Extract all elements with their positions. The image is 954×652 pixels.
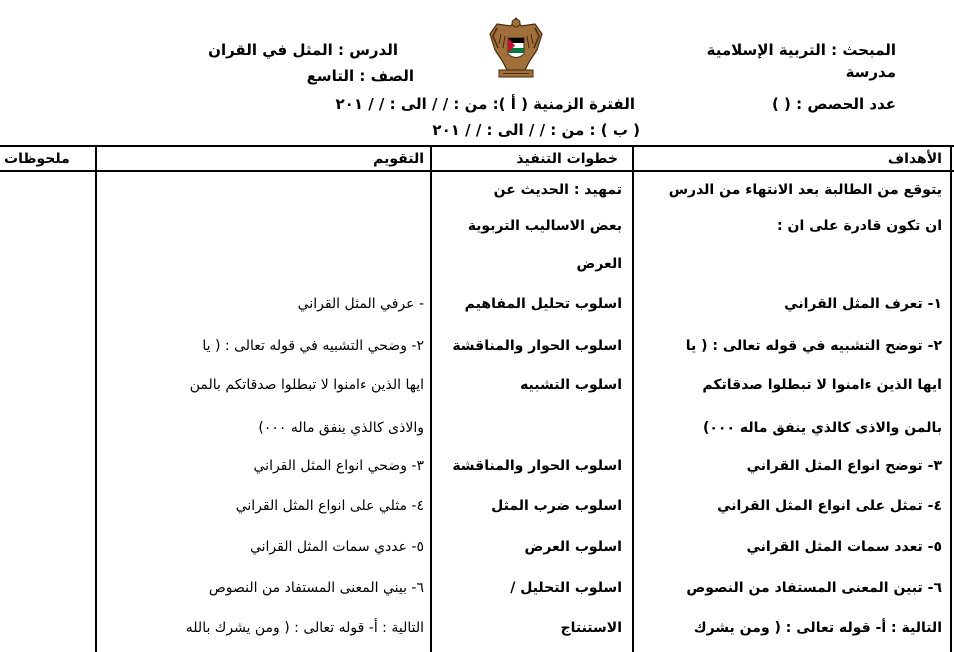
table-header-divider — [0, 170, 954, 172]
column-divider — [632, 145, 634, 652]
column-divider — [430, 145, 432, 652]
goal-line: ٣- توضح انواع المثل القراني — [746, 458, 942, 474]
column-header-goals: الأهداف — [887, 151, 942, 167]
step-line: تمهيد : الحديث عن — [493, 182, 622, 198]
goal-line: ايها الذين ءامنوا لا تبطلوا صدقاتكم — [702, 377, 942, 393]
goal-line: يتوقع من الطالبة بعد الانتهاء من الدرس — [668, 182, 942, 198]
goal-line: ٦- تبين المعنى المستفاد من النصوص — [686, 580, 942, 596]
step-line: اسلوب ضرب المثل — [491, 498, 622, 514]
period-a: الفترة الزمنية ( أ ): من : / / الى : / / ٢٠١ — [335, 95, 635, 113]
goal-line: ١- تعرف المثل القراني — [784, 296, 942, 312]
subject-label: المبحث : التربية الإسلامية — [706, 41, 896, 59]
table-right-border — [950, 145, 952, 652]
evaluation-line: التالية : أ- قوله تعالى : ( ومن يشرك بالله — [185, 620, 424, 636]
step-line: اسلوب التشبيه — [520, 377, 622, 393]
step-line: بعض الاساليب التربوية — [467, 218, 622, 234]
step-line: العرض — [576, 256, 622, 272]
goal-line: ٢- توضح التشبيه في قوله تعالى : ( يا — [685, 338, 942, 354]
column-header-notes: ملحوظات — [4, 151, 70, 167]
evaluation-line: ٥- عددي سمات المثل القراني — [249, 539, 424, 555]
evaluation-line: ٦- بيني المعنى المستفاد من النصوص — [208, 580, 424, 596]
goal-line: ٤- تمثل على انواع المثل القراني — [717, 498, 942, 514]
evaluation-line: - عرفي المثل القراني — [297, 296, 424, 312]
step-line: اسلوب العرض — [524, 539, 622, 555]
goal-line: التالية : أ- قوله تعالى : ( ومن يشرك — [693, 620, 942, 636]
grade-label: الصف : التاسع — [306, 67, 414, 85]
step-line: اسلوب الحوار والمناقشة — [452, 338, 622, 354]
goal-line: ان تكون قادرة على ان : — [777, 218, 942, 234]
column-header-steps: خطوات التنفيذ — [516, 151, 618, 167]
evaluation-line: ٤- مثلي على انواع المثل القراني — [235, 498, 424, 514]
goal-line: ٥- تعدد سمات المثل القراني — [746, 539, 942, 555]
column-header-evaluation: التقويم — [373, 151, 424, 167]
step-line: اسلوب الحوار والمناقشة — [452, 458, 622, 474]
palestine-emblem-icon — [487, 14, 545, 80]
evaluation-line: والاذى كالذي ينفق ماله ٠٠٠) — [258, 420, 424, 436]
evaluation-line: ٢- وضحي التشبيه في قوله تعالى : ( يا — [202, 338, 424, 354]
evaluation-line: ايها الذين ءامنوا لا تبطلوا صدقاتكم بالمن — [189, 377, 424, 393]
evaluation-line: ٣- وضحي انواع المثل القراني — [253, 458, 424, 474]
step-line: اسلوب تحليل المفاهيم — [464, 296, 622, 312]
school-label: مدرسة — [845, 63, 896, 81]
column-divider — [95, 145, 97, 652]
step-line: اسلوب التحليل / — [510, 580, 622, 596]
period-b: ( ب ) : من : / / الى : / / ٢٠١ — [432, 121, 640, 139]
table-top-border — [0, 145, 954, 147]
goal-line: بالمن والاذى كالذي ينفق ماله ٠٠٠) — [702, 420, 942, 436]
sessions-count: عدد الحصص : ( ) — [771, 95, 896, 113]
step-line: الاستنتاج — [560, 620, 622, 636]
lesson-title: الدرس : المثل في القران — [208, 41, 398, 59]
